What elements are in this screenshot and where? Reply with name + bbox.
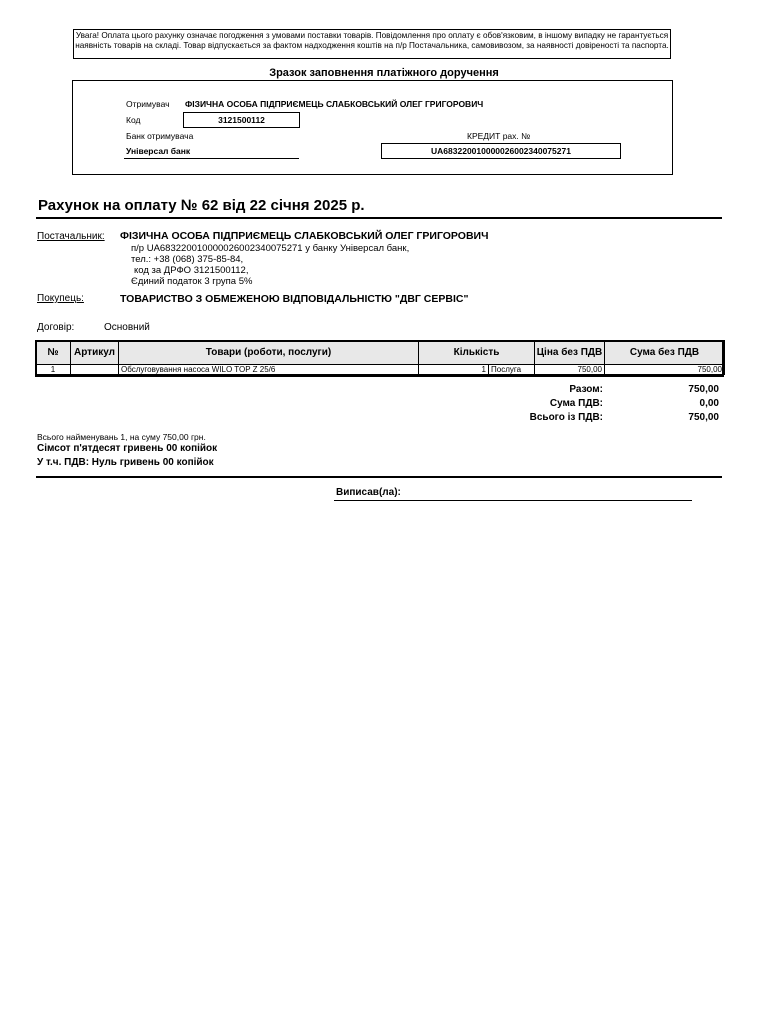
vat-value: 0,00 <box>699 398 719 409</box>
grand-total-value: 750,00 <box>688 412 719 423</box>
code-label: Код <box>126 115 141 125</box>
vat-label: Сума ПДВ: <box>549 398 603 409</box>
credit-account-label: КРЕДИТ рах. № <box>467 131 531 141</box>
bank-name: Універсал банк <box>126 146 191 156</box>
title-divider <box>36 217 722 219</box>
invoice-title: Рахунок на оплату № 62 від 22 січня 2025 р. <box>38 197 365 214</box>
buyer-name: ТОВАРИСТВО З ОБМЕЖЕНОЮ ВІДПОВІДАЛЬНІСТЮ "ДВГ СЕРВІС" <box>120 293 469 305</box>
row-article <box>71 365 119 375</box>
header-quantity: Кількість <box>419 341 535 365</box>
row-goods-name: Обслуговування насоса WILO TOP Z 25/6 <box>119 365 419 375</box>
contract-value: Основний <box>104 322 150 333</box>
header-article: Артикул <box>71 341 119 365</box>
amount-in-words: Сімсот п'ятдесят гривень 00 копійок <box>37 443 218 454</box>
bank-underline <box>124 158 299 159</box>
items-table <box>35 340 725 375</box>
header-goods: Товари (роботи, послуги) <box>119 341 419 365</box>
supplier-tax-group: Єдиний податок 3 група 5% <box>131 276 253 287</box>
signature-label: Виписав(ла): <box>336 487 401 498</box>
supplier-phone: тел.: +38 (068) 375-85-84, <box>131 254 244 265</box>
recipient-label: Отримувач <box>126 99 170 109</box>
row-unit: Послуга <box>489 365 535 375</box>
supplier-drfo-code: код за ДРФО 3121500112, <box>134 265 249 276</box>
account-number-box: UA683220010000026002340075271 <box>381 143 621 159</box>
header-price: Ціна без ПДВ <box>535 341 605 365</box>
items-summary: Всього найменувань 1, на суму 750,00 грн. <box>37 432 206 442</box>
table-row <box>36 365 725 375</box>
supplier-label: Постачальник: <box>37 231 105 242</box>
row-number: 1 <box>36 365 71 375</box>
signature-line <box>334 500 692 501</box>
payment-sample-box <box>72 80 673 175</box>
recipient-name: ФІЗИЧНА ОСОБА ПІДПРИЄМЕЦЬ СЛАБКОВСЬКИЙ ОЛЕГ ГРИГОРОВИЧ <box>185 99 484 109</box>
code-value-box: 3121500112 <box>183 112 300 128</box>
vat-in-words: У т.ч. ПДВ: Нуль гривень 00 копійок <box>37 457 214 468</box>
buyer-label: Покупець: <box>37 293 84 304</box>
payment-sample-title: Зразок заповнення платіжного доручення <box>269 67 499 79</box>
contract-label: Договір: <box>37 322 75 333</box>
header-number: № <box>36 341 71 365</box>
supplier-bank-account: п/р UA683220010000026002340075271 у банку Універсал банк, <box>131 243 410 254</box>
row-price: 750,00 <box>535 365 605 375</box>
warning-notice: Увага! Оплата цього рахунку означає погодження з умовами поставки товарів. Повідомлення про оплату є обов'язковим, в іншому випадку не гарантується наявність товарів на складі. Товар відпускається за фактом надходження коштів на п/р Постачальника, самовивозом, за наявності довіреності та паспорта. <box>73 29 671 59</box>
row-quantity: 1 <box>419 365 489 375</box>
total-value: 750,00 <box>688 384 719 395</box>
row-sum: 750,00 <box>605 365 725 375</box>
bank-label: Банк отримувача <box>126 131 194 141</box>
header-sum: Сума без ПДВ <box>605 341 725 365</box>
supplier-name: ФІЗИЧНА ОСОБА ПІДПРИЄМЕЦЬ СЛАБКОВСЬКИЙ ОЛЕГ ГРИГОРОВИЧ <box>120 230 489 242</box>
table-header-row <box>36 341 725 365</box>
grand-total-label: Всього із ПДВ: <box>529 412 603 423</box>
summary-divider <box>36 476 722 478</box>
total-label: Разом: <box>569 384 603 395</box>
